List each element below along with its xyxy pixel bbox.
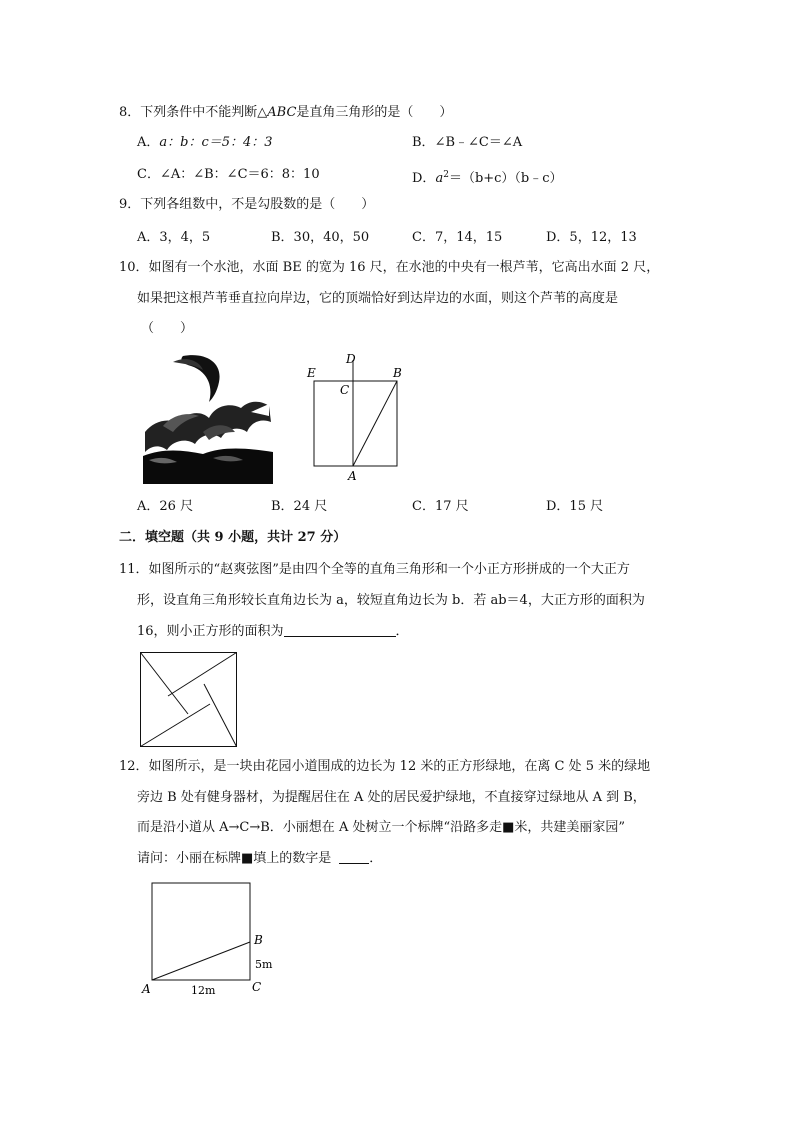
q8-stem-abc: ABC — [267, 105, 297, 120]
pond-reed-diagram — [300, 346, 410, 486]
section-heading: 二．填空题（共 9 小题，共计 27 分） — [119, 530, 347, 545]
q8-option-c-text: ∠A：∠B：∠C＝6：8：10 — [159, 167, 320, 182]
q8-option-c-label: C． — [137, 167, 160, 182]
q12-line4-text: 请问：小丽在标牌■填上的数字是 — [137, 851, 332, 866]
q8-stem-part2: 是直角三角形的是（ ） — [296, 105, 453, 120]
reed-pond-photo — [143, 352, 273, 484]
q9-option-d: D．5，12，13 — [546, 230, 637, 245]
label-b: B — [254, 933, 263, 947]
q12-line2: 旁边 B 处有健身器材，为提醒居住在 A 处的居民爱护绿地，不直接穿过绿地从 A 到 B， — [137, 790, 646, 805]
triangle-edge-3 — [204, 684, 237, 747]
q12-line1: 12．如图所示，是一块由花园小道围成的边长为 12 米的正方形绿地，在离 C 处 5 米的绿地 — [119, 759, 651, 774]
q8-option-b — [412, 134, 522, 152]
q10-option-d: D．15 尺 — [546, 499, 604, 514]
q8-option-d-base: a — [435, 171, 444, 186]
label-d: D — [346, 352, 356, 366]
q10-option-c: C．17 尺 — [412, 499, 469, 514]
q12-line4-end: ． — [369, 851, 383, 866]
q11-line3-text: 16，则小正方形的面积为 — [137, 624, 284, 639]
q10-line3: （ ） — [141, 321, 194, 336]
outer-square — [141, 653, 237, 747]
label-a: A — [142, 982, 151, 996]
q8-option-d-exponent: 2 — [443, 170, 449, 180]
q8-option-d — [412, 166, 563, 188]
q8-stem — [119, 104, 452, 122]
q8-stem-part1: 8．下列条件中不能判断△ — [119, 105, 268, 120]
q10-option-b: B．24 尺 — [271, 499, 328, 514]
garden-square — [152, 883, 250, 980]
q10-line2: 如果把这根芦苇垂直拉向岸边，它的顶端恰好到达岸边的水面，则这个芦苇的高度是 — [137, 291, 619, 306]
q9-option-b: B．30，40，50 — [271, 230, 370, 245]
label-e: E — [307, 366, 316, 380]
reed-pulled-line — [353, 381, 397, 466]
q8-option-d-text: ＝（b+c）（b﹣c） — [448, 171, 563, 186]
label-c: C — [340, 383, 350, 397]
label-c: C — [252, 980, 262, 994]
q12-line4 — [137, 850, 382, 868]
label-5m: 5m — [255, 958, 273, 971]
q9-stem: 9．下列各组数中，不是勾股数的是（ ） — [119, 197, 375, 212]
q8-option-a-label: A． — [137, 135, 160, 150]
q12-answer-blank — [339, 851, 369, 864]
label-b: B — [393, 366, 402, 380]
q9-option-c: C．7，14，15 — [412, 230, 503, 245]
q8-option-a — [137, 134, 273, 152]
q8-option-b-label: B． — [412, 135, 435, 150]
q10-line1: 10．如图有一个水池，水面 BE 的宽为 16 尺，在水池的中央有一根芦苇，它高出水面 2 尺， — [119, 260, 660, 275]
q11-line1: 11．如图所示的“赵爽弦图”是由四个全等的直角三角形和一个小正方形拼成的一个大正方 — [119, 562, 630, 577]
q8-option-d-label: D． — [412, 171, 436, 186]
q11-line3 — [137, 623, 409, 641]
zhao-shuang-diagram — [139, 651, 239, 749]
q10-option-a: A．26 尺 — [137, 499, 194, 514]
pond-outline — [314, 381, 397, 466]
q8-option-b-text: ∠B﹣∠C＝∠A — [434, 135, 523, 150]
q11-line2: 形，设直角三角形较长直角边长为 a，较短直角边长为 b．若 ab＝4，大正方形的面积为 — [137, 593, 645, 608]
triangle-edge-1 — [141, 653, 189, 715]
q9-option-a: A．3，4，5 — [137, 230, 211, 245]
q11-line3-end: ． — [395, 624, 409, 639]
q8-option-c — [137, 166, 320, 184]
triangle-edge-4 — [141, 704, 211, 747]
q11-answer-blank — [284, 624, 396, 637]
q12-line3: 而是沿小道从 A→C→B．小丽想在 A 处树立一个标牌“沿路多走■米，共建美丽家园” — [137, 820, 626, 835]
label-a: A — [348, 469, 357, 483]
label-12m: 12m — [191, 984, 216, 997]
triangle-edge-2 — [168, 653, 237, 697]
path-a-to-b — [152, 942, 250, 980]
garden-square-diagram — [138, 878, 283, 1000]
q8-option-a-text: a：b：c＝5：4：3 — [159, 135, 273, 150]
